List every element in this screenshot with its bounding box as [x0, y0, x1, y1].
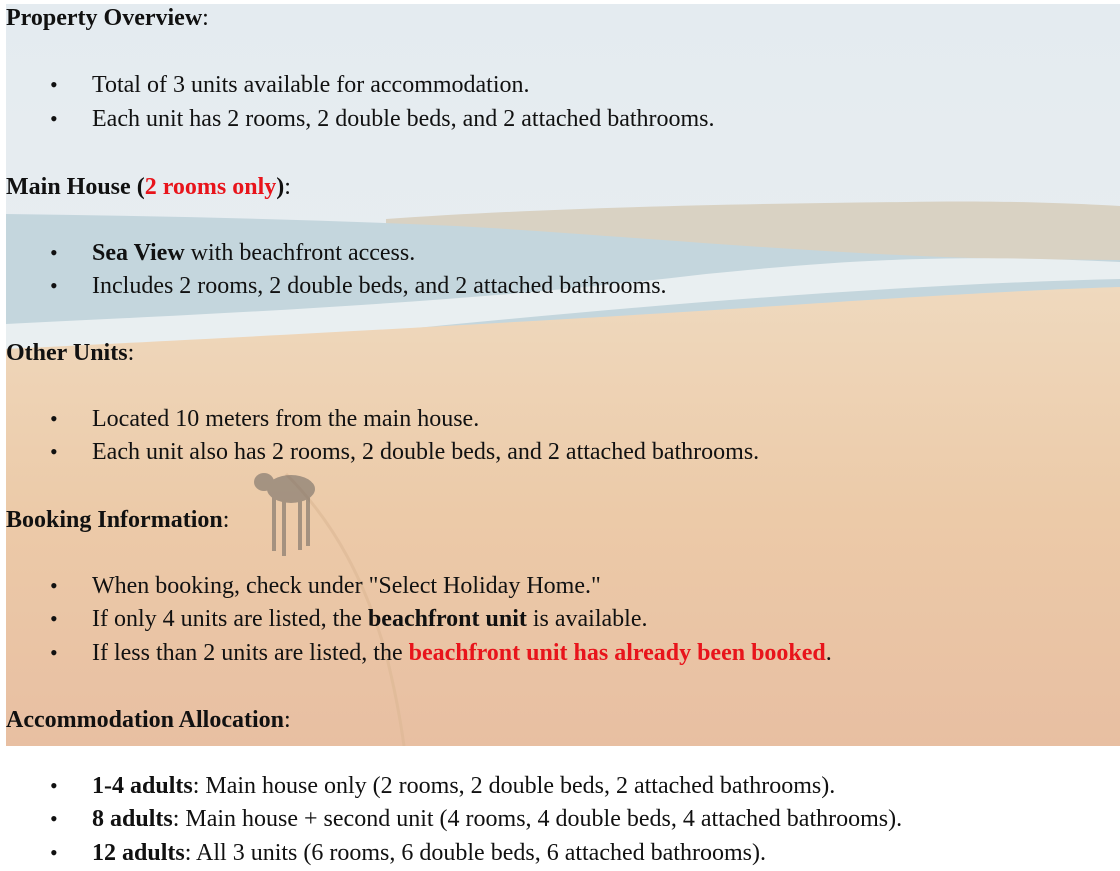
heading-property-overview: Property Overview: [6, 5, 209, 31]
bullet-icon: • [50, 72, 58, 97]
list-item: • Sea View with beachfront access. [50, 240, 416, 266]
bullet-icon: • [50, 406, 58, 431]
bullet-icon: • [50, 773, 58, 798]
list-item: • Includes 2 rooms, 2 double beds, and 2 attached bathrooms. [50, 273, 667, 299]
warning-text: beachfront unit has already been booked [408, 640, 826, 666]
heading-text: Accommodation Allocation [6, 707, 284, 733]
heading-text: Other Units [6, 340, 128, 366]
bullet-icon: • [50, 439, 58, 464]
bullet-icon: • [50, 240, 58, 265]
heading-text: Booking Information [6, 507, 223, 533]
list-item: • Each unit has 2 rooms, 2 double beds, and 2 attached bathrooms. [50, 106, 715, 132]
heading-booking-information: Booking Information: [6, 507, 230, 533]
bullet-icon: • [50, 573, 58, 598]
list-item: • 1-4 adults: Main house only (2 rooms, 2 double beds, 2 attached bathrooms). [50, 773, 836, 799]
bullet-icon: • [50, 840, 58, 865]
list-item: • When booking, check under "Select Holiday Home." [50, 573, 601, 599]
highlight-text: 2 rooms only [144, 174, 277, 200]
list-item: • Located 10 meters from the main house. [50, 406, 480, 432]
heading-other-units: Other Units: [6, 340, 135, 366]
heading-accommodation-allocation: Accommodation Allocation: [6, 707, 291, 733]
list-item: • Total of 3 units available for accommodation. [50, 72, 530, 98]
heading-text: Property Overview [6, 5, 203, 31]
bullet-icon: • [50, 273, 58, 298]
list-item: • Each unit also has 2 rooms, 2 double beds, and 2 attached bathrooms. [50, 439, 760, 465]
heading-text: Main House [6, 174, 131, 200]
list-item: • 12 adults: All 3 units (6 rooms, 6 double beds, 6 attached bathrooms). [50, 840, 766, 866]
bullet-icon: • [50, 640, 58, 665]
bullet-icon: • [50, 106, 58, 131]
list-item: • If less than 2 units are listed, the beachfront unit has already been booked. [50, 640, 832, 666]
list-item: • 8 adults: Main house + second unit (4 rooms, 4 double beds, 4 attached bathrooms). [50, 806, 903, 832]
list-item: • If only 4 units are listed, the beachfront unit is available. [50, 606, 648, 632]
heading-main-house: Main House (2 rooms only): [6, 174, 291, 200]
bullet-icon: • [50, 806, 58, 831]
bullet-icon: • [50, 606, 58, 631]
